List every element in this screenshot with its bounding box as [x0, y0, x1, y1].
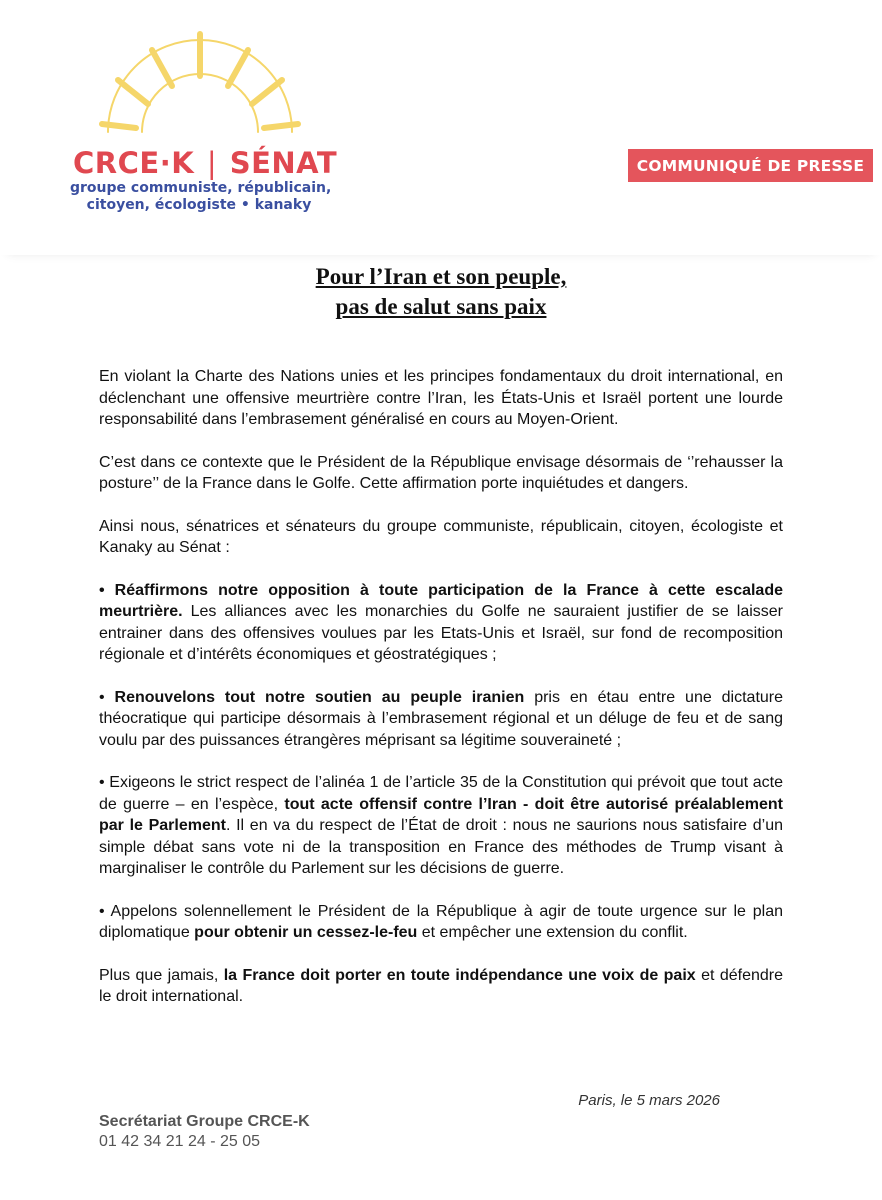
paragraph-6-text: . Il en va du respect de l’État de droit : nous ne saurions nous satisfaire d’un simple débat sans vote ni de la transposition en France des méthodes de Trump visant à marginaliser le contrôle du Parlement sur les décisions de guerre. [99, 817, 784, 877]
paragraph-5-text: pris en étau entre une dictature théocratique qui participe désormais à l’embrasement régional et un déluge de feu et de sang voulu par des puissances étrangères méprisant sa légitime souveraineté ; [99, 688, 784, 749]
paragraph-5-bold: Renouvelons tout notre soutien au peuple iranien [114, 688, 525, 706]
logo-subtitle-line2: citoyen, écologiste • kanaky [86, 197, 312, 213]
paragraph-7 [99, 901, 783, 944]
document-title [0, 262, 882, 322]
paragraph-7-text: et empêcher une extension du conflit. [417, 924, 688, 941]
paragraph-7-bold: pour obtenir un cessez-le-feu [194, 924, 418, 941]
logo-subtitle-line1: groupe communiste, républicain, [70, 180, 332, 196]
paragraph-5 [99, 687, 783, 752]
paragraph-6-pre: • Exigeons le strict respect de l’alinéa 1 de l’article 35 de la Constitution qui prévoit que tout acte de guerre – en l’espèce, [99, 774, 783, 813]
letterhead [0, 0, 882, 255]
paragraph-3: Ainsi nous, sénatrices et sénateurs du groupe communiste, républicain, citoyen, écologiste et Kanaky au Sénat : [99, 517, 783, 556]
paragraph-1: En violant la Charte des Nations unies et les principes fondamentaux du droit international, en déclenchant une offensive meurtrière contre l’Iran, les États-Unis et Israël portent une lourde responsabilité dans l’embrasement généralisé en cours au Moyen-Orient. [99, 368, 783, 428]
paragraph-5-bullet: • [99, 688, 115, 706]
paragraph-8-bold: la France doit porter en toute indépendance une voix de paix [223, 966, 696, 984]
logo-title-left: CRCE·K [73, 146, 195, 180]
paragraph-6 [99, 772, 783, 880]
paragraph-4 [99, 580, 783, 666]
paragraph-8-text: et défendre le droit international. [99, 966, 783, 1005]
dateline: Paris, le 5 mars 2026 [578, 1092, 720, 1109]
logo-title-right: SÉNAT [229, 146, 338, 180]
paragraph-2: C’est dans ce contexte que le Président de la République envisage désormais de ‘’rehausser la posture’’ de la France dans le Golfe. Cette affirmation porte inquiétudes et dangers. [99, 453, 783, 492]
footer-contact [99, 1112, 310, 1152]
paragraph-8-pre: Plus que jamais, [99, 966, 224, 984]
footer-secretariat-name: Secrétariat Groupe CRCE-K [99, 1113, 310, 1130]
paragraph-6-bold: tout acte offensif contre l’Iran - doit être autorisé préalablement par le Parlement [99, 795, 783, 834]
title-line-1: Pour l’Iran et son peuple, [315, 264, 567, 289]
logo-title [73, 146, 338, 180]
title-line-2: pas de salut sans paix [335, 294, 547, 319]
document-body [99, 366, 783, 1029]
press-release-badge: COMMUNIQUÉ DE PRESSE [628, 149, 873, 182]
paragraph-8 [99, 965, 783, 1008]
paragraph-4-text: Les alliances avec les monarchies du Golfe ne sauraient justifier de se laisser entrainer dans des offensives voulues par les Etats-Unis et Israël, sur fond de recomposition régionale et d’intérêts économiques et géostratégiques ; [99, 603, 783, 663]
sun-rays-icon [80, 28, 320, 138]
paragraph-7-pre: • Appelons solennellement le Président de la République à agir de toute urgence sur le plan diplomatique [99, 902, 783, 941]
paragraph-4-bold: • Réaffirmons notre opposition à toute participation de la France à cette escalade meurtrière. [99, 581, 783, 620]
crcek-senat-logo [70, 28, 338, 218]
logo-title-separator: | [206, 146, 218, 180]
footer-phone: 01 42 34 21 24 - 25 05 [99, 1133, 261, 1150]
